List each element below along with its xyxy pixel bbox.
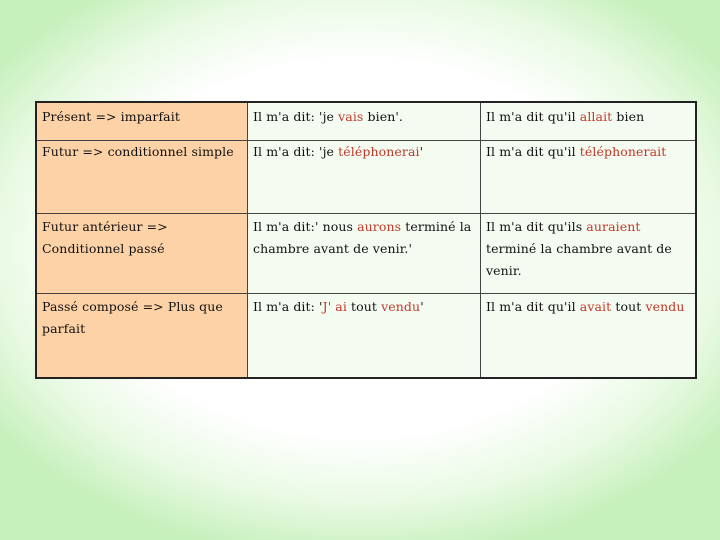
text-span: bien xyxy=(612,109,645,124)
table-row xyxy=(36,294,696,379)
text-span: terminé la chambre avant de venir. xyxy=(486,241,672,278)
verb-highlight: téléphonerait xyxy=(579,144,667,159)
tense-cell: Futur => conditionnel simple xyxy=(36,141,248,214)
verb-highlight: vendu xyxy=(645,299,685,314)
tense-cell: Présent => imparfait xyxy=(36,102,248,141)
direct-speech-cell xyxy=(248,141,481,214)
verb-highlight: téléphonerai xyxy=(338,144,420,159)
text-span: Il m'a dit qu'il xyxy=(486,299,580,314)
text-span: Il m'a dit: 'je xyxy=(253,144,339,159)
direct-speech-cell xyxy=(248,294,481,379)
text-span: bien'. xyxy=(363,109,403,124)
direct-speech-cell xyxy=(248,102,481,141)
indirect-speech-cell xyxy=(481,294,697,379)
text-span: tout xyxy=(611,299,646,314)
verb-highlight: J' ai xyxy=(322,299,347,314)
text-span: Il m'a dit:' nous xyxy=(253,219,358,234)
indirect-speech-cell xyxy=(481,214,697,294)
text-span: ' xyxy=(419,144,424,159)
table-row xyxy=(36,141,696,214)
text-span: Il m'a dit qu'il xyxy=(486,144,580,159)
text-span: Il m'a dit: ' xyxy=(253,299,323,314)
text-span: Il m'a dit: 'je xyxy=(253,109,339,124)
verb-highlight: aurons xyxy=(357,219,402,234)
text-span: Il m'a dit qu'il xyxy=(486,109,580,124)
verb-highlight: avait xyxy=(579,299,612,314)
text-span: ' xyxy=(420,299,424,314)
text-span: terminé la chambre avant de venir.' xyxy=(253,219,472,256)
table-row xyxy=(36,214,696,294)
text-span: Il m'a dit qu'ils xyxy=(486,219,587,234)
verb-highlight: allait xyxy=(579,109,613,124)
tense-table xyxy=(35,101,697,379)
indirect-speech-cell xyxy=(481,102,697,141)
tense-cell: Passé composé => Plus que parfait xyxy=(36,294,248,379)
indirect-speech-cell xyxy=(481,141,697,214)
verb-highlight: vais xyxy=(338,109,364,124)
tense-cell: Futur antérieur => Conditionnel passé xyxy=(36,214,248,294)
verb-highlight: vendu xyxy=(381,299,421,314)
verb-highlight: auraient xyxy=(586,219,641,234)
table-row xyxy=(36,102,696,141)
direct-speech-cell xyxy=(248,214,481,294)
text-span: tout xyxy=(346,299,382,314)
